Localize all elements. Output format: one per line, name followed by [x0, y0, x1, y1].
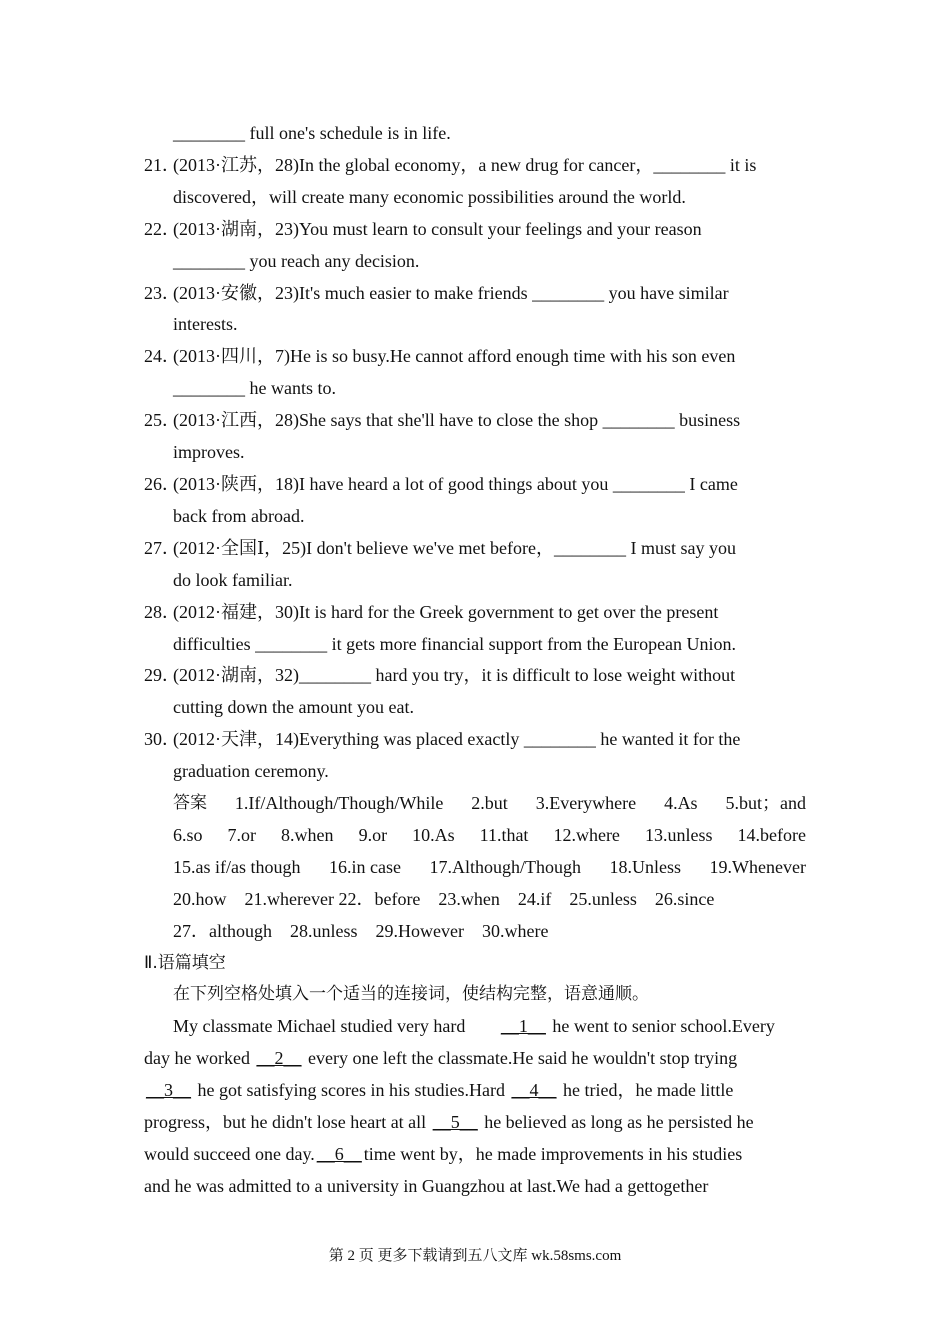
passage-text: progress，but he didn't lose heart at all [144, 1112, 431, 1133]
question-number: 21． [144, 154, 180, 175]
question-text-line: (2013·江西，28)She says that she'll have to close the shop ________ business [173, 410, 741, 431]
answer-line-2 [173, 820, 806, 852]
passage-line [144, 1171, 806, 1203]
question-text-line: (2013·江苏，28)In the global economy，a new drug for cancer，________ it is [173, 154, 757, 175]
answer-item: 11.that [479, 824, 529, 845]
cloze-passage [144, 1011, 806, 1202]
passage-line [144, 1139, 806, 1171]
answer-item: 1.If/Although/Though/While [234, 793, 444, 814]
passage-text: he tried，he made little [558, 1080, 734, 1101]
answer-item: 5.but；and [725, 793, 806, 814]
blank-5: __5__ [432, 1112, 478, 1133]
passage-line [144, 1075, 806, 1107]
passage-text: time went by，he made improvements in his studies [363, 1144, 743, 1164]
question-text-line: (2012·福建，30)It is hard for the Greek government to get over the present [173, 601, 719, 622]
question-text-line: improves. [173, 442, 245, 463]
question-number: 22． [144, 218, 180, 239]
passage-text: would succeed one day. [144, 1144, 315, 1164]
blank-3: __3__ [146, 1080, 191, 1101]
answer-item: 12.where [553, 824, 620, 845]
blank-6: __6__ [316, 1144, 362, 1164]
passage-text: he believed as long as he persisted he [479, 1112, 754, 1133]
answer-item: 27．although [173, 920, 272, 941]
answer-item: 26.since [654, 888, 715, 909]
question-text-line: graduation ceremony. [173, 761, 329, 782]
answer-item: 8.when [281, 824, 334, 845]
answer-item: 3.Everywhere [535, 793, 637, 814]
question-item [144, 278, 806, 342]
passage-line [144, 1107, 806, 1139]
question-text-line: cutting down the amount you eat. [173, 697, 414, 718]
passage-text: every one left the classmate.He said he wouldn't stop trying [303, 1048, 738, 1069]
question-number: 25． [144, 410, 180, 431]
question-text-line: do look familiar. [173, 569, 293, 590]
question-item [144, 533, 806, 597]
answer-item: 13.unless [644, 824, 713, 845]
answer-item: 6.so [173, 824, 203, 845]
answer-item: 20.how [173, 888, 227, 909]
question-item [144, 341, 806, 405]
question-text-line: interests. [173, 314, 238, 335]
answer-line-3 [173, 852, 806, 884]
question-item [144, 214, 806, 278]
question-text-line: discovered，will create many economic possibilities around the world. [173, 186, 686, 207]
question-number: 28． [144, 601, 180, 622]
answer-item: 30.where [481, 920, 549, 941]
blank-2: __2__ [256, 1048, 302, 1069]
question-number: 29． [144, 665, 180, 686]
answer-item: 10.As [412, 824, 455, 845]
section-title: Ⅱ.语篇填空 [144, 952, 226, 973]
blank-1: __1__ [500, 1016, 546, 1037]
answer-item: 25.unless [569, 888, 637, 909]
passage-line [144, 1043, 806, 1075]
section-instruction: 在下列空格处填入一个适当的连接词，使结构完整，语意通顺。 [173, 984, 649, 1005]
question-number: 26． [144, 473, 180, 494]
passage-text: he went to senior school.Every [547, 1016, 775, 1037]
answer-item: 7.or [227, 824, 257, 845]
answer-item: 19.Whenever [709, 856, 806, 877]
passage-text: My classmate Michael studied very hard [173, 1016, 470, 1037]
answer-line-1 [173, 788, 806, 820]
question-item [144, 150, 806, 214]
question-text-line: ________ you reach any decision. [173, 250, 420, 271]
answer-item: 14.before [737, 824, 806, 845]
question-text-line: back from abroad. [173, 505, 305, 526]
answer-item: 9.or [358, 824, 388, 845]
answer-item: 21.wherever 22．before [244, 888, 421, 909]
question-item [144, 660, 806, 724]
question-list [144, 150, 806, 788]
page-content [144, 118, 806, 1203]
question-text-line: (2012·天津，14)Everything was placed exactly ________ he wanted it for the [173, 729, 741, 750]
answer-item: 16.in case [329, 856, 401, 877]
answer-item: 29.However [375, 920, 464, 941]
question-text-line: (2012·全国Ⅰ，25)I don't believe we've met before，________ I must say you [173, 537, 736, 558]
passage-text: day he worked [144, 1048, 255, 1069]
answer-item: 28.unless [290, 920, 358, 941]
answer-label: 答案 [173, 793, 207, 814]
question-20-continuation: ________ full one's schedule is in life. [173, 123, 451, 143]
question-number: 30． [144, 729, 180, 750]
question-item [144, 405, 806, 469]
answer-key [144, 788, 806, 948]
answer-item: 4.As [664, 793, 698, 814]
question-text-line: (2012·湖南，32)________ hard you try，it is difficult to lose weight without [173, 665, 736, 686]
answer-item: 15.as if/as though [173, 856, 301, 877]
answer-item: 24.if [517, 888, 552, 909]
question-number: 27． [144, 537, 180, 558]
question-item [144, 724, 806, 788]
page-footer: 第 2 页 更多下载请到五八文库 wk.58sms.com [328, 1248, 622, 1264]
question-text-line: difficulties ________ it gets more financial support from the European Union. [173, 633, 737, 654]
passage-text: and he was admitted to a university in Guangzhou at last.We had a gettogether [144, 1175, 709, 1196]
question-text-line: ________ he wants to. [173, 378, 336, 399]
passage-line [144, 1011, 806, 1043]
question-text-line: (2013·湖南，23)You must learn to consult your feelings and your reason [173, 218, 702, 239]
answer-item: 18.Unless [609, 856, 682, 877]
question-number: 24． [144, 346, 180, 367]
answer-item: 17.Although/Though [429, 856, 582, 877]
question-text-line: (2013·陕西，18)I have heard a lot of good things about you ________ I came [173, 473, 738, 494]
answer-line-5 [173, 916, 806, 948]
answer-item: 2.but [471, 793, 508, 814]
answer-item: 23.when [438, 888, 500, 909]
question-item [144, 469, 806, 533]
blank-4: __4__ [511, 1080, 557, 1101]
question-text-line: (2013·四川，7)He is so busy.He cannot afford enough time with his son even [173, 346, 736, 367]
question-item [144, 597, 806, 661]
answer-line-4 [173, 884, 806, 916]
question-text-line: (2013·安徽，23)It's much easier to make friends ________ you have similar [173, 282, 729, 303]
question-number: 23． [144, 282, 180, 303]
passage-text: he got satisfying scores in his studies.Hard [193, 1080, 510, 1101]
